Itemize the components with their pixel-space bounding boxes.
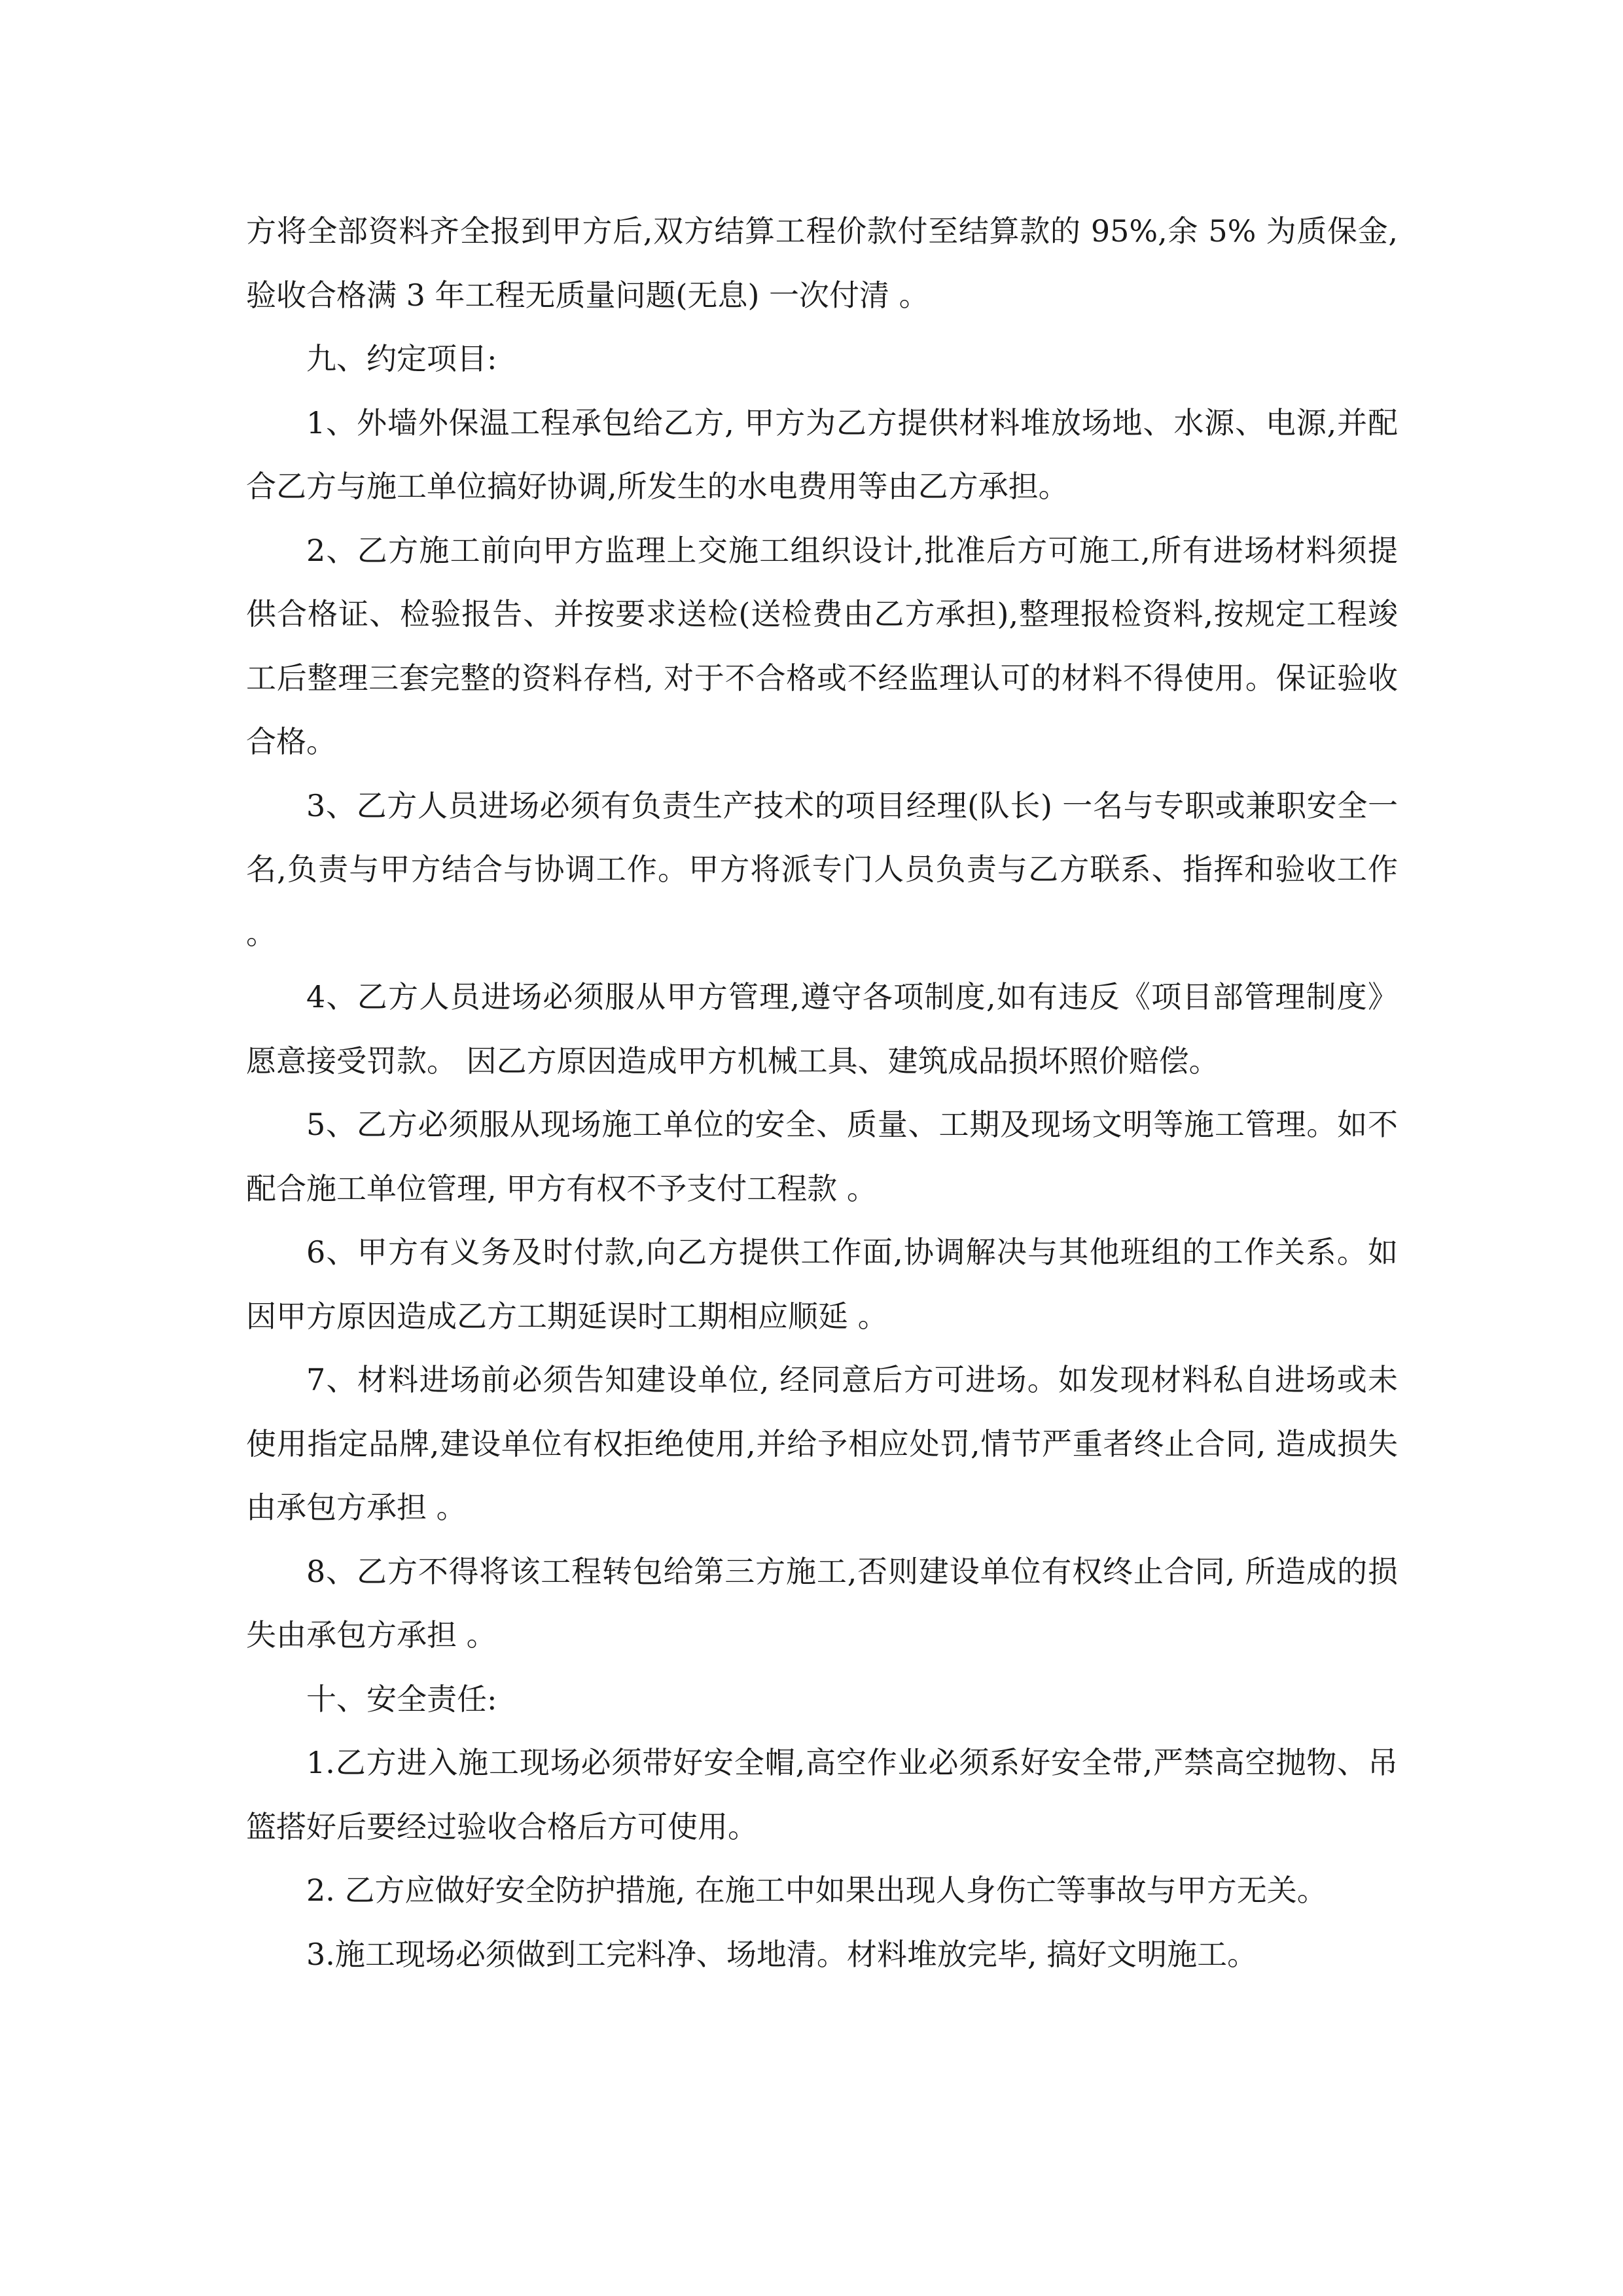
clause-10-3: 3.施工现场必须做到工完料净、场地清。材料堆放完毕, 搞好文明施工。 — [306, 1936, 1258, 1972]
clause-9-6: 6、甲方有义务及时付款,向乙方提供工作面,协调解决与其他班组的工作关系。如因甲方原因造成乙方工期延误时工期相应顺延 。 — [246, 1234, 1398, 1334]
paragraph-payment-continued: 方将全部资料齐全报到甲方后,双方结算工程价款付至结算款的 95%,余 5% 为质保金,验收合格满 3 年工程无质量问题(无息) 一次付清 。 — [246, 213, 1398, 313]
clause-9-4: 4、乙方人员进场必须服从甲方管理,遵守各项制度,如有违反《项目部管理制度》愿意接受罚款。 因乙方原因造成甲方机械工具、建筑成品损坏照价赔偿。 — [246, 979, 1398, 1079]
clause-9-7: 7、材料进场前必须告知建设单位, 经同意后方可进场。如发现材料私自进场或未使用指定品牌,建设单位有权拒绝使用,并给予相应处罚,情节严重者终止合同, 造成损失由承包方承担 。 — [246, 1362, 1398, 1525]
clause-9-8: 8、乙方不得将该工程转包给第三方施工,否则建设单位有权终止合同, 所造成的损失由承包方承担 。 — [246, 1553, 1398, 1653]
document-body — [246, 200, 1398, 1986]
section-heading-safety-responsibility: 十、安全责任: — [306, 1681, 497, 1717]
section-heading-agreed-items: 九、约定项目: — [306, 341, 497, 376]
clause-10-2: 2. 乙方应做好安全防护措施, 在施工中如果出现人身伤亡等事故与甲方无关。 — [306, 1873, 1327, 1908]
clause-9-3: 3、乙方人员进场必须有负责生产技术的项目经理(队长) 一名与专职或兼职安全一名,负责与甲方结合与协调工作。甲方将派专门人员负责与乙方联系、指挥和验收工作 。 — [246, 787, 1398, 951]
clause-9-5: 5、乙方必须服从现场施工单位的安全、质量、工期及现场文明等施工管理。如不配合施工单位管理, 甲方有权不予支付工程款 。 — [246, 1107, 1398, 1206]
clause-9-2: 2、乙方施工前向甲方监理上交施工组织设计,批准后方可施工,所有进场材料须提供合格证、检验报告、并按要求送检(送检费由乙方承担),整理报检资料,按规定工程竣工后整理三套完整的资料存档, 对于不合格或不经监理认可的材料不得使用。保证验收合格。 — [246, 532, 1398, 759]
clause-10-1: 1.乙方进入施工现场必须带好安全帽,高空作业必须系好安全带,严禁高空抛物、吊篮搭好后要经过验收合格后方可使用。 — [246, 1745, 1398, 1844]
clause-9-1: 1、外墙外保温工程承包给乙方, 甲方为乙方提供材料堆放场地、水源、电源,并配合乙方与施工单位搞好协调,所发生的水电费用等由乙方承担。 — [246, 404, 1398, 504]
